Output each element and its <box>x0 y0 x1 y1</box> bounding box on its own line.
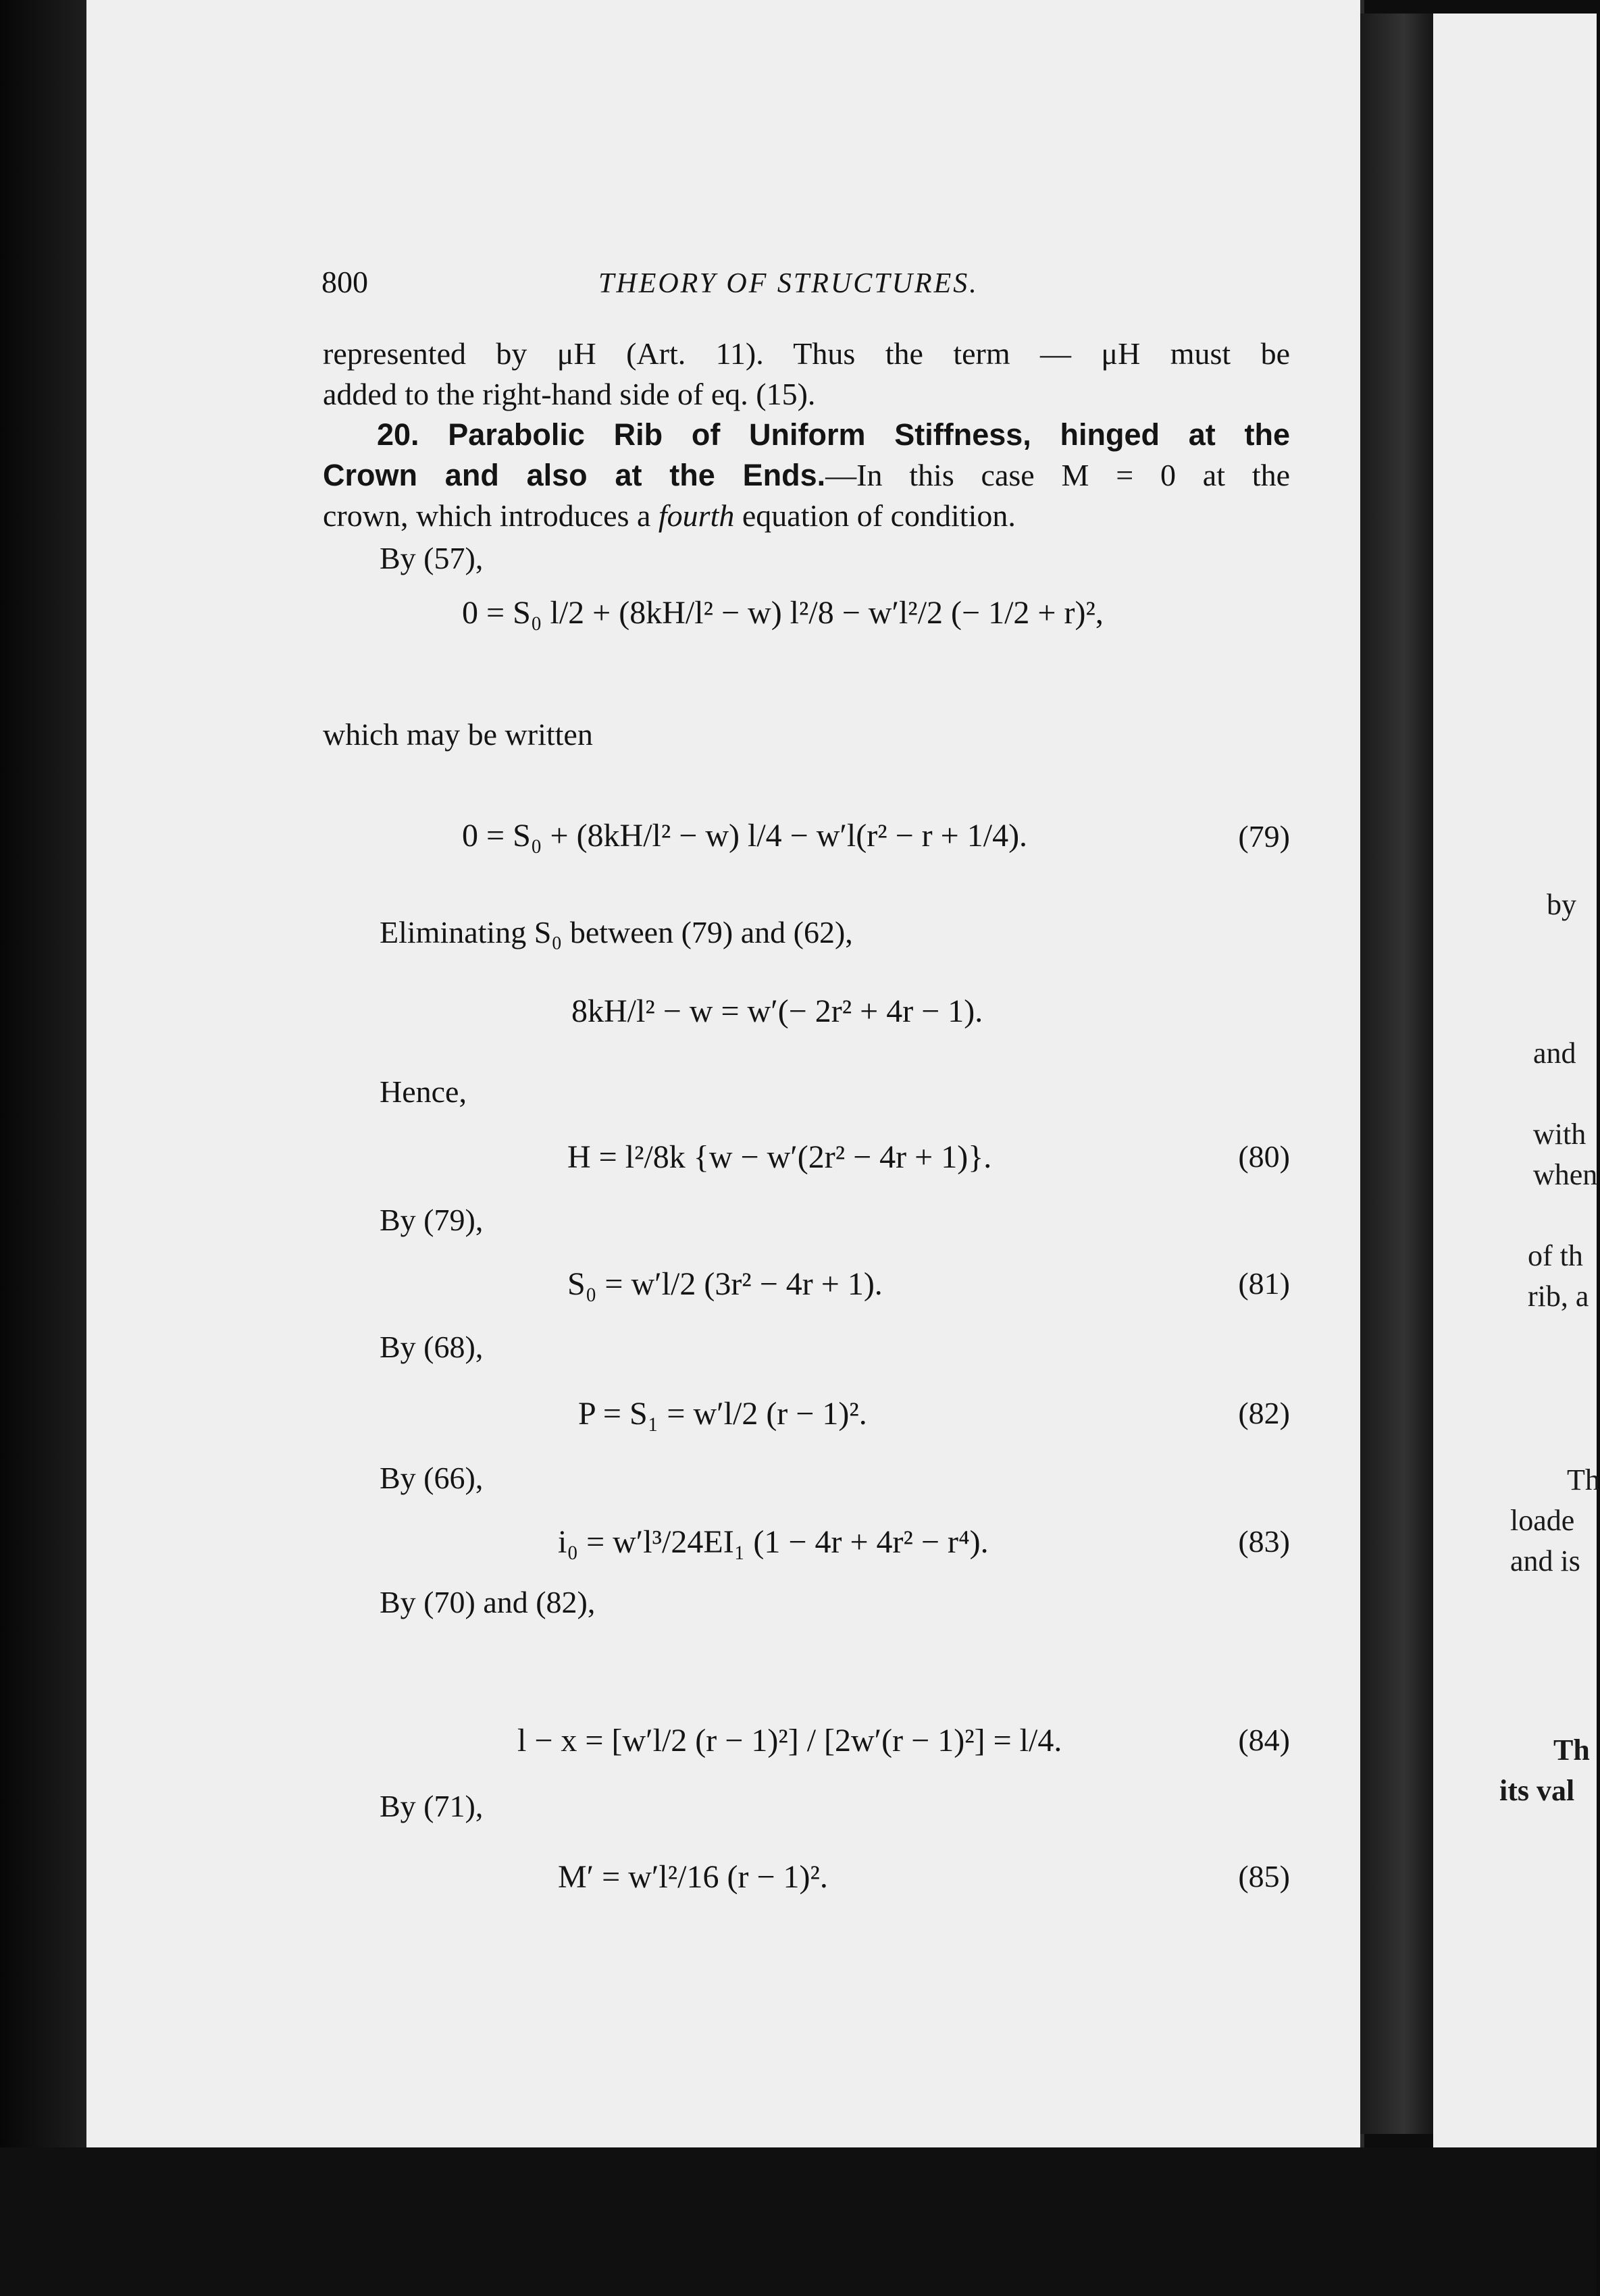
label-by-66: By (66), <box>380 1461 484 1495</box>
line-represented: represented by μH (Art. 11). Thus the term — μH must be <box>323 336 1290 371</box>
section-title-line1: 20. Parabolic Rib of Uniform Stiffness, hinged at the <box>377 417 1290 452</box>
scan-left-shadow <box>0 0 86 2296</box>
section-20 <box>323 415 1290 536</box>
equation-85: M′ = w′l²/16 (r − 1)². <box>558 1859 828 1895</box>
label-by-68: By (68), <box>380 1330 484 1364</box>
right-fragment-10: Th <box>1553 1733 1590 1767</box>
right-fragment-3: with <box>1533 1118 1586 1151</box>
scan-bottom-shadow <box>0 2147 1597 2296</box>
equation-79-number: (79) <box>1238 819 1290 854</box>
right-fragment-8: loade <box>1510 1504 1575 1537</box>
page-number: 800 <box>321 265 368 299</box>
paragraph-opening <box>323 334 1290 415</box>
equation-81: S₀ = w′l/2 (3r² − 4r + 1). <box>567 1266 883 1302</box>
label-by-70-82: By (70) and (82), <box>380 1585 596 1619</box>
equation-57 <box>462 594 1104 631</box>
left-page <box>86 0 1364 2147</box>
label-eliminating: Eliminating S₀ between (79) and (62), <box>380 915 853 949</box>
equation-84-number: (84) <box>1238 1723 1290 1757</box>
equation-57-text: 0 = S₀ l/2 + (8kH/l² − w) l²/8 − w′l²/2 (− 1/2 + r)², <box>462 595 1104 631</box>
right-fragment-6: rib, a <box>1528 1280 1589 1313</box>
line-crown-a: crown, which introduces a <box>323 498 659 533</box>
section-title-rest: —In this case M = 0 at the <box>825 458 1290 492</box>
running-title: THEORY OF STRUCTURES. <box>598 268 979 299</box>
equation-79: 0 = S₀ + (8kH/l² − w) l/4 − w′l(r² − r + 1/4). <box>462 818 1028 854</box>
equation-80-number: (80) <box>1238 1139 1290 1174</box>
label-by-79: By (79), <box>380 1203 484 1237</box>
book-gutter <box>1360 14 1433 2134</box>
label-by-57: By (57), <box>380 541 484 575</box>
equation-82: P = S₁ = w′l/2 (r − 1)². <box>578 1396 867 1432</box>
line-crown-b: equation of condition. <box>734 498 1016 533</box>
right-fragment-2: and <box>1533 1037 1576 1070</box>
right-fragment-9: and is <box>1510 1544 1580 1577</box>
label-which-may-be-written: which may be written <box>323 717 593 752</box>
equation-83: i₀ = w′l³/24EI₁ (1 − 4r + 4r² − r⁴). <box>558 1524 989 1560</box>
right-fragment-7: Th <box>1567 1463 1600 1496</box>
right-fragment-11: its val <box>1499 1774 1575 1807</box>
equation-85-number: (85) <box>1238 1859 1290 1894</box>
equation-eliminating: 8kH/l² − w = w′(− 2r² + 4r − 1). <box>571 993 983 1029</box>
right-fragment-4: when <box>1533 1158 1598 1191</box>
equation-81-number: (81) <box>1238 1266 1290 1301</box>
right-fragment-5: of th <box>1528 1239 1583 1272</box>
line-crown-fourth: fourth <box>658 498 735 533</box>
label-by-71: By (71), <box>380 1789 484 1823</box>
right-fragment-1: by <box>1547 888 1576 921</box>
line-added: added to the right-hand side of eq. (15). <box>323 377 816 411</box>
equation-84: l − x = [w′l/2 (r − 1)²] / [2w′(r − 1)²] = l/4. <box>517 1723 1062 1758</box>
label-hence: Hence, <box>380 1074 467 1109</box>
equation-80: H = l²/8k {w − w′(2r² − 4r + 1)}. <box>567 1139 992 1175</box>
equation-82-number: (82) <box>1238 1396 1290 1430</box>
right-page <box>1433 14 1597 2147</box>
section-title-line2: Crown and also at the Ends. <box>323 458 826 492</box>
equation-83-number: (83) <box>1238 1524 1290 1559</box>
